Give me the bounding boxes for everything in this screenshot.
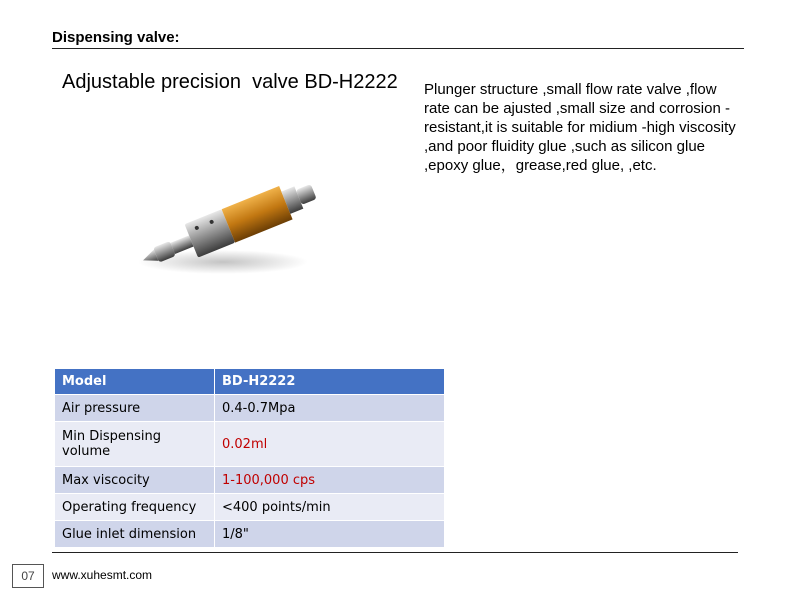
spec-value: 1-100,000 cps: [215, 467, 445, 494]
spec-header-label: Model: [55, 369, 215, 395]
spec-header-value: BD-H2222: [215, 369, 445, 395]
product-description: Plunger structure ,small flow rate valve ,flow rate can be ajusted ,small size and corrosion -resistant,it is suitable for midium -high viscosity ,and poor fluidity glue ,such as silicon glue ,epoxy glue，grease,red glue, ,etc.: [424, 81, 736, 174]
spec-value: 0.02ml: [215, 422, 445, 467]
spec-value: 0.4-0.7Mpa: [215, 395, 445, 422]
spec-label: Operating frequency: [55, 494, 215, 521]
page-number: 07: [12, 564, 44, 588]
spec-label: Air pressure: [55, 395, 215, 422]
spec-row: [55, 521, 445, 548]
product-title: Adjustable precision valve BD-H2222: [62, 71, 398, 93]
spec-table-header: [55, 369, 445, 395]
spec-label: Min Dispensing volume: [55, 422, 215, 467]
header-divider: [52, 48, 744, 49]
section-title: Dispensing valve:: [52, 29, 180, 46]
spec-row: [55, 467, 445, 494]
spec-label: Max viscocity: [55, 467, 215, 494]
spec-label: Glue inlet dimension: [55, 521, 215, 548]
footer-divider: [52, 552, 738, 553]
spec-row: [55, 422, 445, 467]
spec-row: [55, 395, 445, 422]
website-url: www.xuhesmt.com: [52, 568, 153, 582]
dispensing-valve-image: [128, 170, 328, 280]
spec-row: [55, 494, 445, 521]
spec-value: <400 points/min: [215, 494, 445, 521]
spec-value: 1/8": [215, 521, 445, 548]
spec-table: [54, 368, 445, 548]
